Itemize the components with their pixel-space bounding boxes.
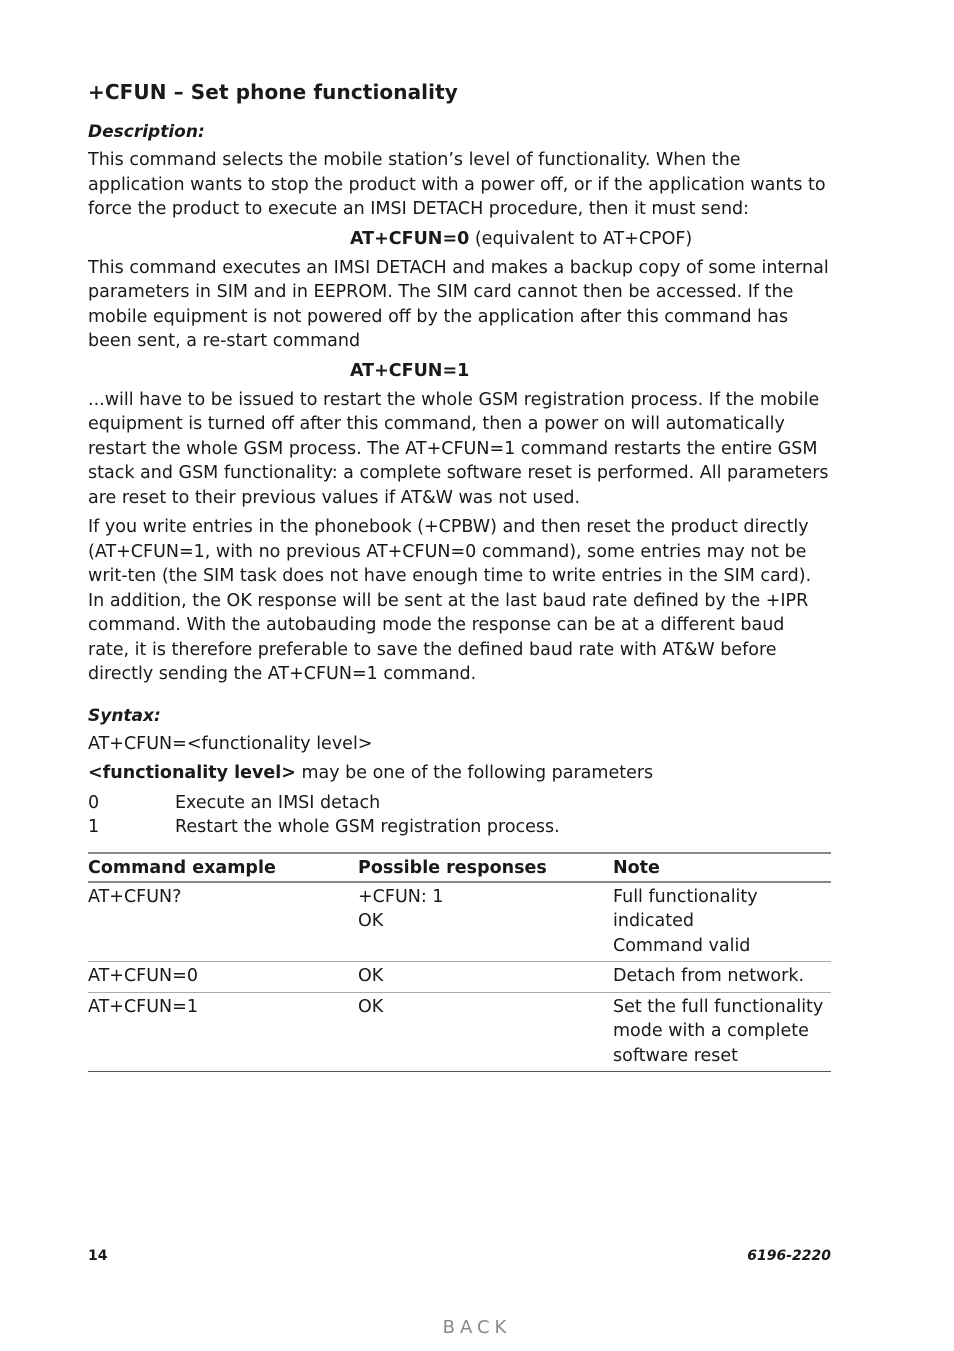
table-row [88, 992, 831, 1072]
parameter-key: 1 [88, 817, 100, 837]
cell-command [88, 962, 358, 993]
parameter-value: Restart the whole GSM registration process. [175, 817, 560, 837]
parameter-item [88, 791, 831, 816]
note-line: Command valid [613, 935, 751, 956]
table-header-row [88, 853, 831, 882]
command-line-cfun0 [350, 227, 831, 251]
cell-responses [358, 962, 613, 993]
description-paragraph-4: If you write entries in the phonebook (+CPBW) and then reset the product directly (AT+CFUN=1, with no previous AT+CFUN=0 command), some entries may not be writ-ten (the SIM task does not have enough time to write entries in the SIM card). [88, 517, 812, 586]
column-header-note: Note [613, 853, 831, 882]
parameter-list [88, 791, 831, 840]
command-text: AT+CFUN=1 [88, 996, 198, 1017]
response-line: +CFUN: 1 [358, 886, 444, 907]
command-example-table [88, 852, 831, 1073]
response-line: OK [358, 996, 384, 1017]
note-line: Detach from network. [613, 966, 805, 986]
cell-note [613, 992, 831, 1072]
parameter-intro [88, 761, 831, 786]
command-text: AT+CFUN=0 [88, 966, 198, 986]
column-header-command: Command example [88, 853, 358, 882]
description-label: Description: [88, 122, 205, 142]
command-cfun0-note: (equivalent to AT+CPOF) [469, 228, 693, 249]
table-row [88, 962, 831, 993]
cell-responses [358, 882, 613, 962]
parameter-item [88, 815, 831, 840]
cell-command [88, 882, 358, 962]
page-number: 14 [88, 1248, 108, 1264]
page-content [88, 80, 831, 1072]
column-header-responses: Possible responses [358, 853, 613, 882]
syntax-label: Syntax: [88, 705, 161, 726]
description-paragraph-3: ...will have to be issued to restart the whole GSM registration process. If the mobile equipment is turned off after this command, then a power on will automatically restart the whole GSM process. The AT+CFUN=1 command restarts the entire GSM stack and GSM functionality: a complete software reset is performed. All parameters are reset to their previous values if AT&W was not used. [88, 389, 829, 508]
cell-responses [358, 992, 613, 1072]
back-link[interactable]: BACK [442, 1317, 512, 1338]
note-line: software reset [613, 1045, 739, 1066]
cell-command [88, 992, 358, 1072]
table-row [88, 882, 831, 962]
command-cfun1: AT+CFUN=1 [350, 360, 470, 381]
parameter-value: Execute an IMSI detach [175, 792, 381, 813]
document-number: 6196-2220 [747, 1248, 831, 1264]
cell-note [613, 962, 831, 993]
parameter-name: <functionality level> [88, 763, 296, 783]
note-line: mode with a complete [613, 1021, 809, 1041]
cell-note [613, 882, 831, 962]
page-title: +CFUN – Set phone functionality [88, 80, 458, 104]
note-line: Set the full functionality [613, 996, 824, 1017]
description-paragraph-1: This command selects the mobile station’s level of functionality. When the application wants to stop the product with a power off, or if the application wants to force the product to execute an IMSI DETACH procedure, then it must send: [88, 150, 826, 219]
response-line: OK [358, 911, 384, 931]
syntax-line: AT+CFUN=<functionality level> [88, 733, 373, 754]
description-paragraph-2: This command executes an IMSI DETACH and makes a backup copy of some internal parameters in SIM and in EEPROM. The SIM card cannot then be accessed. If the mobile equipment is not powered off by the application after this command has been sent, a re-start command [88, 257, 829, 351]
parameter-key: 0 [88, 792, 100, 813]
command-text: AT+CFUN? [88, 886, 182, 907]
command-line-cfun1 [350, 359, 831, 383]
response-line: OK [358, 966, 384, 986]
command-cfun0: AT+CFUN=0 [350, 228, 470, 249]
parameter-intro-text: may be one of the following parameters [295, 763, 654, 783]
description-paragraph-5: In addition, the OK response will be sent at the last baud rate defined by the +IPR command. With the autobauding mode the response can be at a different baud rate, it is therefore preferable to save the defined baud rate with AT&W before directly sending the AT+CFUN=1 command. [88, 590, 809, 684]
note-line: Full functionality indicated [613, 886, 758, 931]
